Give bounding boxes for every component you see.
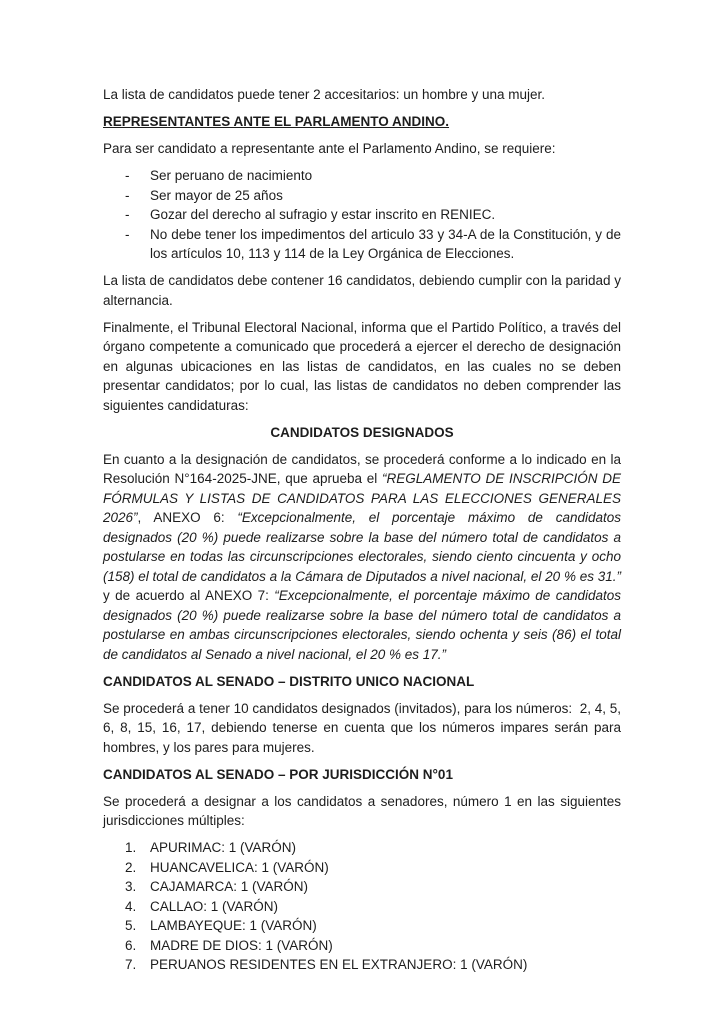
quote-segment: “Excepcionalmente, el porcentaje máximo de candidatos designados (20 %) puede realizarse sobre la base del número total de candidatos a postularse en ambas circunscripciones electorales, siendo ochenta y seis (86) el total de candidatos al Senado a nivel nacional, el 20 % es 17.” <box>103 588 621 662</box>
jurisdiccion-text: LAMBAYEQUE: 1 (VARÓN) <box>150 918 317 933</box>
requirement-text: Ser mayor de 25 años <box>150 187 283 203</box>
item-number: 7. <box>125 957 137 972</box>
jurisdiccion-text: MADRE DE DIOS: 1 (VARÓN) <box>150 937 333 953</box>
requirements-list <box>103 166 621 264</box>
jurisdiccion-text: APURIMAC: 1 (VARÓN) <box>150 840 297 855</box>
text-segment: , ANEXO 6: <box>137 510 238 525</box>
requirement-item <box>125 225 621 264</box>
jurisdiccion-item <box>125 858 621 878</box>
dash-bullet: - <box>125 226 130 242</box>
quote-segment: “Excepcionalmente, el porcentaje máximo de candidatos designados (20 %) puede realizarse sobre la base del número total de candidatos a postularse en todas las circunscripciones electorales, siendo ciento cincuenta y ocho (158) el total de candidatos a la Cámara de Diputados a nivel nacional, el 20 % es 31.” <box>103 510 621 584</box>
heading-senado-jurisdiccion: CANDIDATOS AL SENADO – POR JURISDICCIÓN N°01 <box>103 766 453 782</box>
item-number: 5. <box>125 918 137 933</box>
requirement-item <box>125 166 621 186</box>
requirement-text: No debe tener los impedimentos del articulo 33 y 34-A de la Constitución, y de los artículos 10, 113 y 114 de la Ley Orgánica de Elecciones. <box>150 226 621 261</box>
item-number: 2. <box>125 859 137 875</box>
jurisdiccion-item <box>125 916 621 936</box>
requirement-item <box>125 205 621 225</box>
dash-bullet: - <box>125 187 130 203</box>
dash-bullet: - <box>125 168 130 183</box>
jurisdiccion-text: HUANCAVELICA: 1 (VARÓN) <box>150 859 329 875</box>
parlamento-lead-paragraph: Para ser candidato a representante ante el Parlamento Andino, se requiere: <box>103 141 556 156</box>
paridad-paragraph: La lista de candidatos debe contener 16 candidatos, debiendo cumplir con la paridad y alternancia. <box>103 273 621 308</box>
designados-paragraph <box>103 450 621 665</box>
requirement-text: Ser peruano de nacimiento <box>150 168 313 183</box>
item-number: 6. <box>125 937 137 953</box>
text-segment: En cuanto a la designación de candidatos, se procederá conforme a lo indicado en la Resolución N°164-2025-JNE, que aprueba el <box>103 451 621 486</box>
jurisdiccion-item <box>125 838 621 858</box>
jurisdiccion-text: PERUANOS RESIDENTES EN EL EXTRANJERO: 1 (VARÓN) <box>150 957 528 972</box>
jurisdiccion-text: CAJAMARCA: 1 (VARÓN) <box>150 879 309 894</box>
requirement-text: Gozar del derecho al sufragio y estar inscrito en RENIEC. <box>150 207 496 222</box>
text-segment: y de acuerdo al ANEXO 7: <box>103 588 275 603</box>
dash-bullet: - <box>125 207 130 222</box>
item-number: 3. <box>125 879 137 894</box>
senado-unico-paragraph: Se procederá a tener 10 candidatos designados (invitados), para los números: 2, 4, 5, 6, 8, 15, 16, 17, debiendo tenerse en cuenta que los números impares serán para hombres, y los pares para mujeres. <box>103 700 621 755</box>
item-number: 1. <box>125 840 137 855</box>
jurisdiccion-item <box>125 897 621 917</box>
jurisdiccion-lead-paragraph: Se procederá a designar a los candidatos a senadores, número 1 en las siguientes jurisdicciones múltiples: <box>103 793 621 828</box>
intro-paragraph: La lista de candidatos puede tener 2 accesitarios: un hombre y una mujer. <box>103 87 546 102</box>
heading-parlamento-andino: REPRESENTANTES ANTE EL PARLAMENTO ANDINO. <box>103 114 450 129</box>
jurisdiccion-text: CALLAO: 1 (VARÓN) <box>150 898 279 914</box>
jurisdicciones-list <box>103 838 621 975</box>
heading-senado-distrito-unico: CANDIDATOS AL SENADO – DISTRITO UNICO NACIONAL <box>103 673 475 689</box>
jurisdiccion-item <box>125 955 621 975</box>
jurisdiccion-item <box>125 936 621 956</box>
jurisdiccion-item <box>125 877 621 897</box>
finalmente-paragraph: Finalmente, el Tribunal Electoral Nacional, informa que el Partido Político, a través del órgano competente a comunicado que procederá a ejercer el derecho de designación en algunas ubicaciones en las listas de candidatos, en las cuales no se deben presentar candidatos; por lo cual, las listas de candidatos no deben comprender las siguientes candidaturas: <box>103 319 621 413</box>
item-number: 4. <box>125 898 137 914</box>
quote-segment: “REGLAMENTO DE INSCRIPCIÓN DE FÓRMULAS Y LISTAS DE CANDIDATOS PARA LAS ELECCIONES GENERALES 2026” <box>103 471 621 525</box>
heading-candidatos-designados: CANDIDATOS DESIGNADOS <box>270 424 454 440</box>
requirement-item <box>125 186 621 206</box>
